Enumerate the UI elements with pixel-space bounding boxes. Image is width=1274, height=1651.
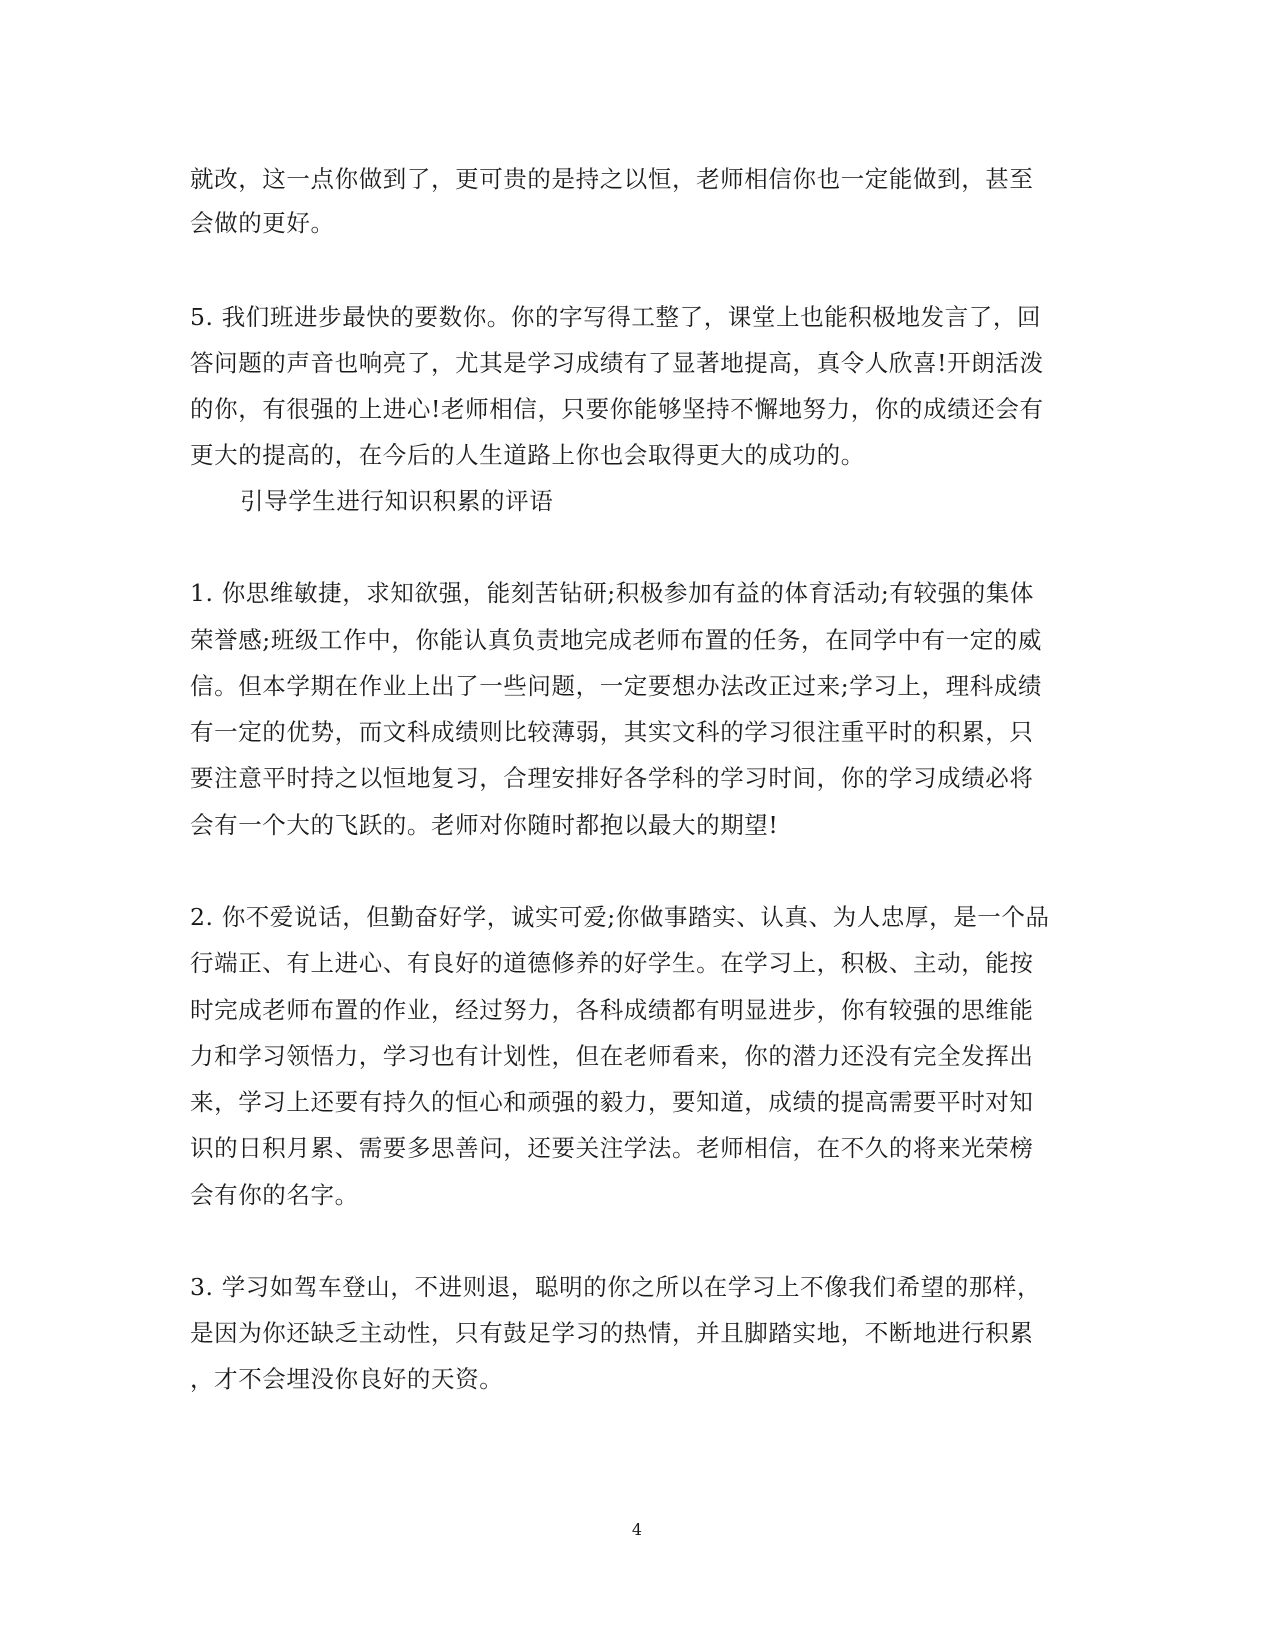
text-line: 是因为你还缺乏主动性，只有鼓足学习的热情，并且脚踏实地，不断地进行积累 [190,1319,1034,1347]
text-line: 会有一个大的飞跃的。老师对你随时都抱以最大的期望! [190,811,779,839]
text-line: 的你，有很强的上进心!老师相信，只要你能够坚持不懈地努力，你的成绩还会有 [190,395,1044,423]
page-number: 4 [631,1520,643,1539]
text-line: 要注意平时持之以恒地复习，合理安排好各学科的学习时间，你的学习成绩必将 [190,764,1034,792]
text-line: 行端正、有上进心、有良好的道德修养的好学生。在学习上，积极、主动，能按 [190,949,1034,977]
text-line: 1. 你思维敏捷，求知欲强，能刻苦钻研;积极参加有益的体育活动;有较强的集体 [190,579,1035,607]
text-line: 会有你的名字。 [190,1181,359,1209]
text-line: 更大的提高的，在今后的人生道路上你也会取得更大的成功的。 [190,441,865,469]
text-line: 来，学习上还要有持久的恒心和顽强的毅力，要知道，成绩的提高需要平时对知 [190,1088,1034,1116]
text-line: ，才不会埋没你良好的天资。 [190,1365,504,1393]
text-line: 2. 你不爱说话，但勤奋好学，诚实可爱;你做事踏实、认真、为人忠厚，是一个品 [190,903,1050,931]
text-line: 会做的更好。 [190,209,335,237]
text-line: 荣誉感;班级工作中，你能认真负责地完成老师布置的任务，在同学中有一定的威 [190,626,1043,654]
text-line: 有一定的优势，而文科成绩则比较薄弱，其实文科的学习很注重平时的积累，只 [190,718,1034,746]
text-line: 时完成老师布置的作业，经过努力，各科成绩都有明显进步，你有较强的思维能 [190,996,1034,1024]
text-line: 3. 学习如驾车登山，不进则退，聪明的你之所以在学习上不像我们希望的那样， [190,1273,1042,1301]
text-line: 5. 我们班进步最快的要数你。你的字写得工整了，课堂上也能积极地发言了，回 [190,303,1042,331]
text-line: 答问题的声音也响亮了，尤其是学习成绩有了显著地提高，真令人欣喜!开朗活泼 [190,349,1044,377]
text-line: 就改，这一点你做到了，更可贵的是持之以恒，老师相信你也一定能做到，甚至 [190,165,1034,193]
text-line: 识的日积月累、需要多思善问，还要关注学法。老师相信，在不久的将来光荣榜 [190,1134,1034,1162]
section-heading: 引导学生进行知识积累的评语 [240,487,554,515]
text-line: 力和学习领悟力，学习也有计划性，但在老师看来，你的潜力还没有完全发挥出 [190,1042,1034,1070]
text-line: 信。但本学期在作业上出了一些问题，一定要想办法改正过来;学习上，理科成绩 [190,672,1043,700]
